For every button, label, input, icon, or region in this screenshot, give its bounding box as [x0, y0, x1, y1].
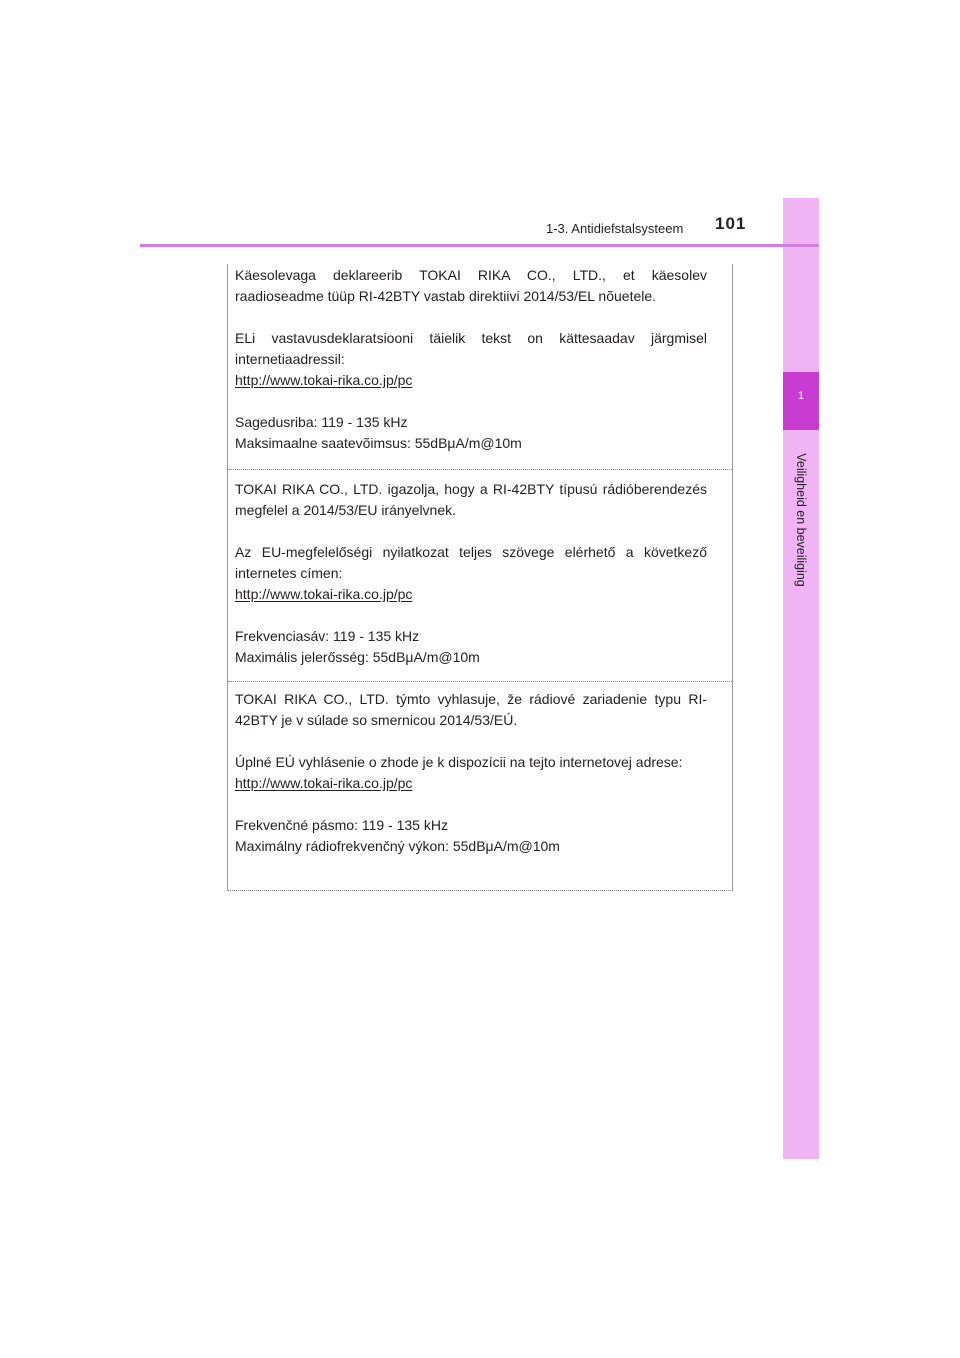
declaration-full-text [235, 328, 707, 391]
frequency-band: Frekvenčné pásmo: 119 - 135 kHz [235, 817, 448, 833]
chapter-label: Veiligheid en beveiliging [794, 453, 808, 587]
url-link[interactable]: http://www.tokai-rika.co.jp/pc [235, 775, 413, 791]
declaration-specs [235, 815, 707, 857]
declaration-full-text [235, 542, 707, 605]
declaration-full-text [235, 752, 707, 794]
declaration-intro: Käesolevaga deklareerib TOKAI RIKA CO., LTD., et käesolev raadioseadme tüüp RI-42BTY vastab direktiivi 2014/53/EL nõuetele. [235, 267, 707, 304]
max-power: Maximális jelerősség: 55dBμA/m@10m [235, 649, 480, 665]
full-text-label: Az EU-megfelelőségi nyilatkozat teljes szövege elérhető a következő internetes címen: [235, 544, 707, 581]
declaration-estonian [228, 265, 732, 454]
header-rule [140, 244, 819, 247]
max-power: Maksimaalne saatevõimsus: 55dBμA/m@10m [235, 435, 522, 451]
max-power: Maximálny rádiofrekvenčný výkon: 55dBμA/m@10m [235, 838, 560, 854]
declaration-slovak [228, 681, 732, 857]
declaration-specs [235, 626, 707, 668]
declaration-hungarian [228, 469, 732, 668]
side-tab [783, 198, 819, 1159]
declaration-intro: TOKAI RIKA CO., LTD. igazolja, hogy a RI-42BTY típusú rádióberendezés megfelel a 2014/53/EU irányelvnek. [235, 481, 707, 518]
chapter-number: 1 [797, 390, 805, 402]
frequency-band: Frekvenciasáv: 119 - 135 kHz [235, 628, 420, 644]
section-title: 1-3. Antidiefstalsysteem [546, 221, 684, 236]
declaration-intro: TOKAI RIKA CO., LTD. týmto vyhlasuje, že rádiové zariadenie typu RI-42BTY je v súlade so smernicou 2014/53/EÚ. [235, 691, 707, 728]
url-link[interactable]: http://www.tokai-rika.co.jp/pc [235, 372, 413, 388]
url-link[interactable]: http://www.tokai-rika.co.jp/pc [235, 586, 413, 602]
full-text-label: ELi vastavusdeklaratsiooni täielik tekst on kättesaadav järgmisel internetiaadressil: [235, 330, 707, 367]
declaration-specs [235, 412, 707, 454]
full-text-label: Úplné EÚ vyhlásenie o zhode je k dispozícii na tejto internetovej adrese: [235, 754, 683, 770]
page-number: 101 [715, 214, 747, 233]
declaration-box [227, 264, 733, 891]
frequency-band: Sagedusriba: 119 - 135 kHz [235, 414, 408, 430]
